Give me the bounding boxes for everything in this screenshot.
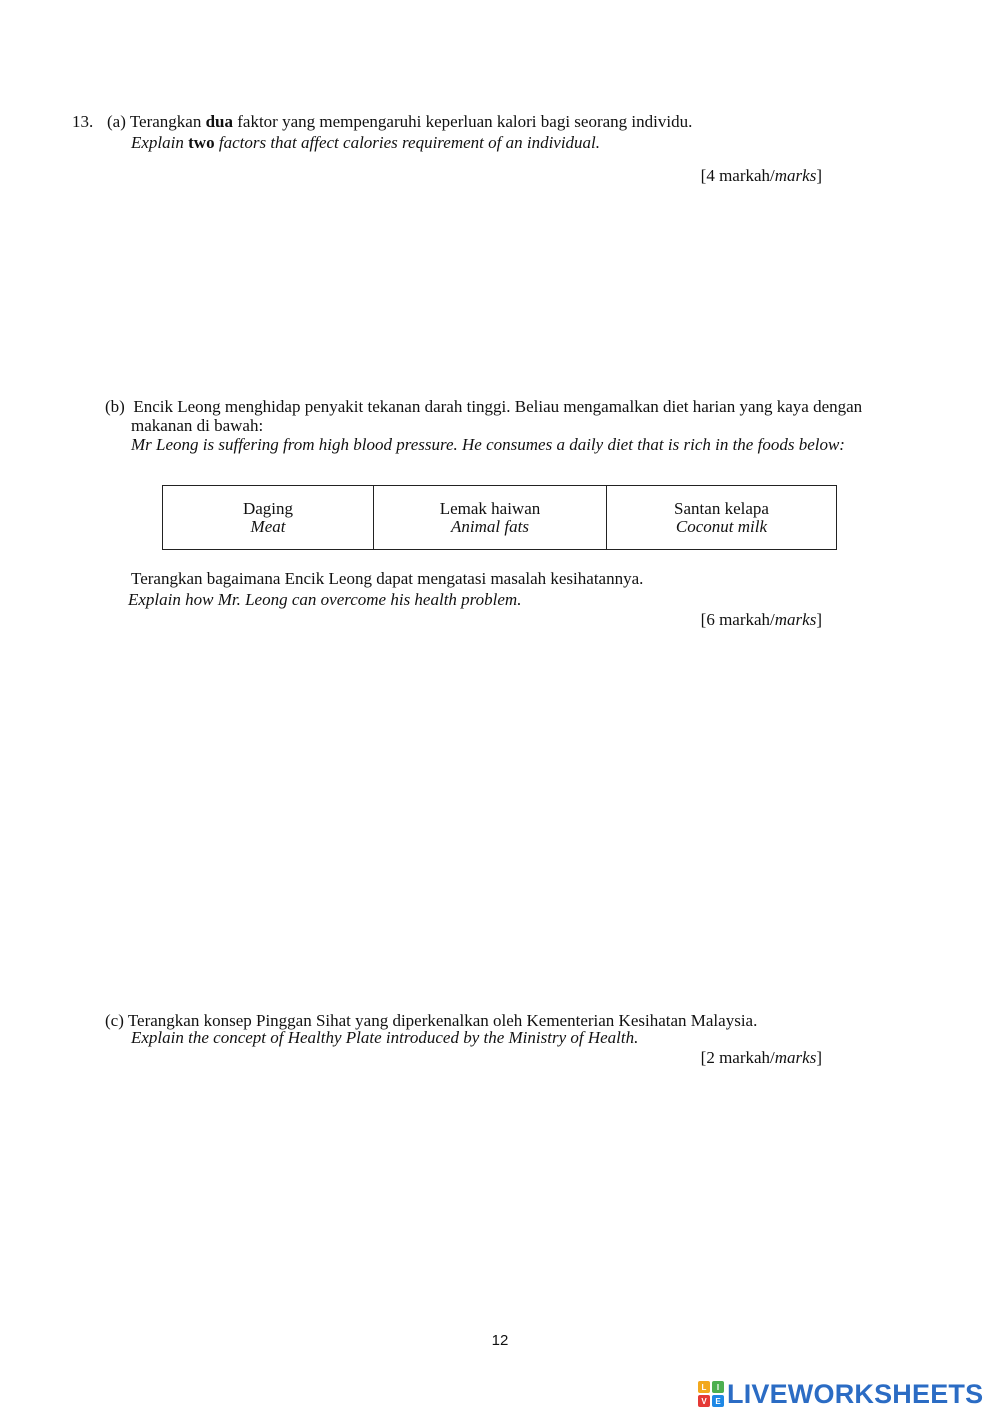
part-b-ms-line1: Encik Leong menghidap penyakit tekanan darah tinggi. Beliau mengamalkan diet harian yang kaya dengan: [133, 397, 863, 416]
liveworksheets-logo: [698, 1378, 983, 1410]
food-en: Coconut milk: [675, 516, 768, 536]
logo-grid-cell: I: [712, 1381, 724, 1393]
page-number: 12: [491, 1332, 509, 1349]
part-b-label: (b): [105, 397, 125, 416]
question-number: 13.: [72, 112, 94, 131]
part-b-instruction-ms: Terangkan bagaimana Encik Leong dapat mengatasi masalah kesihatannya.: [131, 569, 644, 588]
logo-grid-cell: E: [712, 1395, 724, 1407]
part-c-label: (c): [105, 1011, 124, 1030]
food-ms: Santan kelapa: [674, 498, 769, 518]
part-c-en: Explain the concept of Healthy Plate introduced by the Ministry of Health.: [131, 1028, 639, 1047]
part-a-marks: [522, 166, 822, 186]
part-b-ms-line2: makanan di bawah:: [131, 416, 264, 435]
marks-close: ]: [816, 166, 822, 185]
part-b-marks: [522, 610, 822, 630]
marks-ms: [6 markah/: [700, 610, 775, 629]
part-c-ms: Terangkan konsep Pinggan Sihat yang diperkenalkan oleh Kementerian Kesihatan Malaysia.: [127, 1011, 758, 1030]
part-a-ms-bold: dua: [205, 112, 233, 131]
part-b-en: Mr Leong is suffering from high blood pressure. He consumes a daily diet that is rich in the foods below:: [131, 435, 845, 454]
marks-en: marks: [774, 610, 817, 629]
food-ms: Lemak haiwan: [439, 498, 541, 518]
foods-table: [162, 485, 837, 550]
food-ms: Daging: [242, 498, 294, 518]
part-b-instruction-en: Explain how Mr. Leong can overcome his health problem.: [128, 590, 522, 609]
foods-row: [163, 486, 837, 550]
part-a-prompt-en: [131, 133, 600, 153]
logo-text: LIVEWORKSHEETS: [727, 1378, 984, 1409]
part-a-en-after: factors that affect calories requirement of an individual.: [218, 133, 601, 152]
food-cell-animal-fats: [374, 486, 607, 550]
part-b-prompt-line1: [105, 397, 862, 417]
logo-grid-cell: L: [698, 1381, 710, 1393]
part-a-prompt-ms: [107, 112, 692, 132]
part-a-ms-after: faktor yang mempengaruhi keperluan kalori bagi seorang individu.: [237, 112, 693, 131]
marks-en: marks: [774, 1048, 817, 1067]
part-c-marks: [522, 1048, 822, 1068]
marks-ms: [4 markah/: [700, 166, 775, 185]
part-a-en-before: Explain: [131, 133, 184, 152]
food-en: Animal fats: [451, 516, 529, 536]
logo-grid-icon: [698, 1381, 724, 1407]
food-en: Meat: [250, 516, 286, 536]
marks-ms: [2 markah/: [700, 1048, 775, 1067]
food-cell-coconut-milk: [607, 486, 837, 550]
marks-close: ]: [816, 610, 822, 629]
food-cell-meat: [163, 486, 374, 550]
marks-close: ]: [816, 1048, 822, 1067]
part-a-ms-before: Terangkan: [129, 112, 202, 131]
marks-en: marks: [774, 166, 817, 185]
part-a-label: (a): [107, 112, 126, 131]
part-a-en-bold: two: [188, 133, 215, 152]
logo-grid-cell: V: [698, 1395, 710, 1407]
